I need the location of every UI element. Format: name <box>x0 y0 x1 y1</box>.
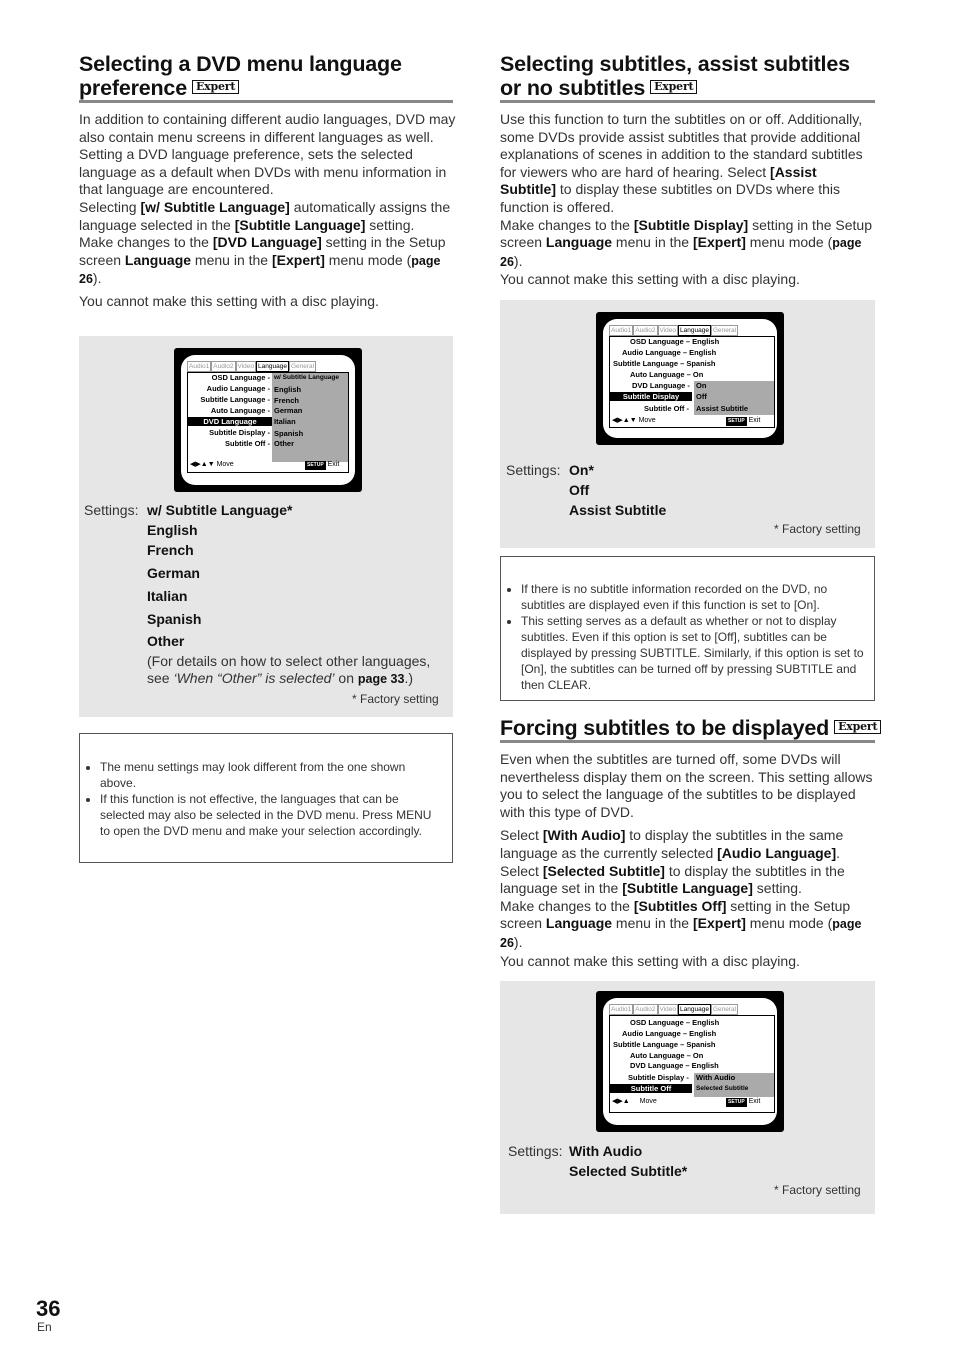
menu-row: Auto Language - <box>210 406 270 415</box>
tv-screen-illustration <box>596 991 784 1132</box>
section-heading-forcing-subtitles: Forcing subtitles to be displayed Expert <box>500 716 881 740</box>
menu-panel <box>187 372 349 473</box>
tab-audio2: Audio2 <box>213 363 234 370</box>
factory-setting-note: * Factory setting <box>774 522 861 536</box>
paragraph: Select [With Audio] to display the subtitles in the same language as the currently selected [Audio Language]. Select [Selected Subtitle] to display the subtitles in the language set in the [Subtitle Language] setting. <box>500 827 845 897</box>
paragraph: In addition to containing different audio languages, DVD may also contain menu screens in different languages as well. Setting a DVD language preference, sets the selected language as a default when DVDs with menu information in that language are encountered. <box>79 111 456 198</box>
paragraph: You cannot make this setting with a disc playing. <box>500 952 800 969</box>
arrow-keys-icon: ◀▶▲▼ <box>612 417 637 424</box>
expert-badge: Expert <box>650 80 697 94</box>
menu-row: OSD Language - <box>211 373 270 382</box>
paragraph: You cannot make this setting with a disc playing. <box>79 292 379 309</box>
factory-setting-note: * Factory setting <box>352 692 439 706</box>
arrow-keys-icon: ◀▶▲ <box>612 1098 630 1105</box>
menu-row: Subtitle Off - <box>225 439 270 448</box>
screen-footer-exit: SETUP Exit <box>307 461 340 468</box>
heading-rule <box>500 740 875 743</box>
paragraph: Make changes to the [Subtitle Display] setting in the Setup screen Language menu in the [Expert] menu mode (page 26). <box>500 216 872 269</box>
paragraph: Selecting [w/ Subtitle Language] automatically assigns the language selected in the [Subtitle Language] setting. <box>79 198 451 233</box>
menu-row: Subtitle Language - <box>200 395 270 404</box>
settings-list: Settings: With Audio Selected Subtitle* <box>508 1143 688 1179</box>
notes-box <box>500 556 875 701</box>
tab-language: Language <box>258 363 287 370</box>
option: Other <box>274 439 295 448</box>
factory-setting-note: * Factory setting <box>774 1183 861 1197</box>
tab-audio1: Audio1 <box>189 363 210 370</box>
paragraph: Even when the subtitles are turned off, some DVDs will nevertheless display them on the screen. This setting allows you to select the language of the subtitles to be displayed with this type of DVD. <box>500 751 873 820</box>
note-item: • If there is no subtitle information recorded on the DVD, no subtitles are displayed even if this function is set to [On]. <box>521 581 866 613</box>
setup-key-icon: SETUP <box>728 1099 745 1105</box>
screen-footer: ◀▶▲▼ Move <box>190 461 234 468</box>
settings-list: Settings: w/ Subtitle Language* English French German Italian Spanish Other (For details on how to select other languages, see ‘When “Other” is selected’ on page 33.) <box>84 500 454 520</box>
paragraph: You cannot make this setting with a disc playing. <box>500 271 800 288</box>
forcing-subtitles-text <box>500 751 876 970</box>
section-heading-dvd-menu-language: Selecting a DVD menu language preference Expert <box>79 52 402 100</box>
subtitles-text <box>500 111 876 289</box>
option: Italian <box>274 417 296 426</box>
setup-key-icon: SETUP <box>307 462 324 468</box>
note-item: • This setting serves as a default as whether or not to display subtitles. Even if this option is set to [Off], subtitles can be displayed by pressing SUBTITLE. Similarly, if this option is set to [On], the subtitles can be turned off by pressing SUBTITLE and then CLEAR. <box>521 613 866 693</box>
tab-video: Video <box>237 363 255 370</box>
option: French <box>274 396 300 405</box>
menu-row: Subtitle Display - <box>209 428 270 437</box>
section-heading-subtitles: Selecting subtitles, assist subtitles or no subtitles Expert <box>500 52 850 100</box>
option: w/ Subtitle Language <box>274 374 340 381</box>
setup-screen <box>181 355 355 485</box>
note-item: • The menu settings may look different from the one shown above. <box>100 759 440 791</box>
expert-badge: Expert <box>192 80 239 94</box>
setup-tabs: Audio1 Audio2 Video Language General <box>611 327 737 334</box>
option: German <box>274 406 303 415</box>
note-item: • If this function is not effective, the languages that can be selected may also be selected in the DVD menu. Press MENU to open the DVD menu and make your selection accordingly. <box>100 791 440 839</box>
setup-screen <box>603 998 777 1125</box>
option: English <box>274 385 302 394</box>
other-language-note: (For details on how to select other languages, see ‘When “Other” is selected’ on page 33.) <box>147 653 431 686</box>
paragraph: Make changes to the [DVD Language] setting in the Setup screen Language menu in the [Expert] menu mode (page 26). <box>79 234 446 287</box>
tv-screen-illustration <box>596 312 784 445</box>
heading-rule <box>79 100 453 103</box>
expert-badge: Expert <box>834 720 881 734</box>
page-number: 36 <box>36 1296 61 1321</box>
tv-screen-illustration <box>174 348 362 492</box>
heading-rule <box>500 100 875 103</box>
menu-row: Audio Language - <box>206 384 270 393</box>
tab-general: General <box>290 363 315 370</box>
option: Spanish <box>274 429 304 438</box>
setup-tabs: Audio1 Audio2 Video Language General <box>611 1006 737 1013</box>
arrow-keys-icon: ◀▶▲▼ <box>190 461 215 468</box>
settings-list: Settings: On* Off Assist Subtitle <box>506 462 667 518</box>
menu-row-selected: DVD Language <box>188 417 272 426</box>
paragraph: Use this function to turn the subtitles on or off. Additionally, some DVDs provide assist subtitles that provide additional explanations of scenes in addition to the standard subtitles for viewers who are hard of hearing. Select [Assist Subtitle] to display these subtitles on DVDs where this function is offered. <box>500 111 863 215</box>
menu-row-selected: Subtitle Display <box>610 392 692 401</box>
menu-panel: OSD Language – English Audio Language – English Subtitle Language – Spanish Auto Language – On DVD Language – English Subtitle Display - Subtitle Off With Audio Selected Subtitle ◀▶▲ Move SETUP Exit <box>609 1015 775 1113</box>
menu-panel: OSD Language – English Audio Language – English Subtitle Language – Spanish Auto Language – On DVD Language - Subtitle Display Subtitle Off - On Off Assist Subtitle ◀▶▲▼ Move SETUP Exit <box>609 336 775 428</box>
setup-tabs <box>187 361 316 372</box>
notes-box <box>79 733 453 863</box>
left-intro-text <box>79 111 457 311</box>
language-code: En <box>37 1320 52 1334</box>
menu-row-selected: Subtitle Off <box>610 1084 692 1093</box>
setup-key-icon: SETUP <box>728 418 745 424</box>
paragraph: Make changes to the [Subtitles Off] setting in the Setup screen Language menu in the [Expert] menu mode (page 26). <box>500 897 862 950</box>
setup-screen <box>603 319 777 438</box>
